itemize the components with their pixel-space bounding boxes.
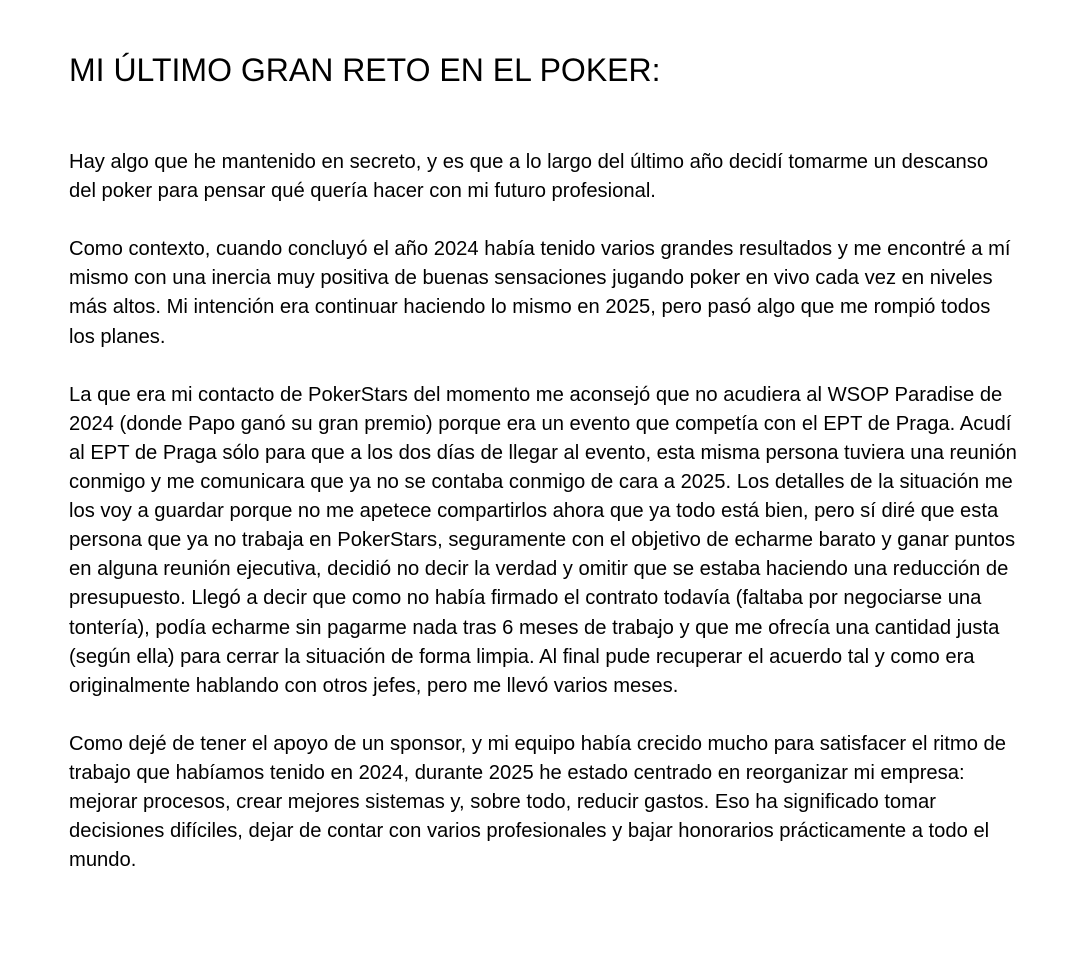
paragraph-3: La que era mi contacto de PokerStars del momento me aconsejó que no acudiera al WSOP Paradise de 2024 (donde Papo ganó su gran premio) porque era un evento que competía con el EPT de Praga. Acudí al EPT de Praga sólo para que a los dos días de llegar al evento, esta misma persona tuviera una reunión conmigo y me comunicara que ya no se contaba conmigo de cara a 2025. Los detalles de la situación me los voy a guardar porque no me apetece compartirlos ahora que ya todo está bien, pero sí diré que esta persona que ya no trabaja en PokerStars, seguramente con el objetivo de echarme barato y ganar puntos en alguna reunión ejecutiva, decidió no decir la verdad y omitir que se estaba haciendo una reducción de presupuesto. Llegó a decir que como no había firmado el contrato todavía (faltaba por negociarse una tontería), podía echarme sin pagarme nada tras 6 meses de trabajo y que me ofrecía una cantidad justa (según ella) para cerrar la situación de forma limpia. Al final pude recuperar el acuerdo tal y como era originalmente hablando con otros jefes, pero me llevó varios meses. — [69, 383, 1017, 697]
document-body — [69, 50, 1019, 904]
paragraph-1: Hay algo que he mantenido en secreto, y es que a lo largo del último año decidí tomarme un descanso del poker para pensar qué quería hacer con mi futuro profesional. — [69, 151, 989, 203]
paragraph-2: Como contexto, cuando concluyó el año 2024 había tenido varios grandes resultados y me encontré a mí mismo con una inercia muy positiva de buenas sensaciones jugando poker en vivo cada vez en niveles más altos. Mi intención era continuar haciendo lo mismo en 2025, pero pasó algo que me rompió todos los planes. — [69, 238, 1011, 348]
document-title: MI ÚLTIMO GRAN RETO EN EL POKER: — [69, 52, 661, 88]
paragraph-4: Como dejé de tener el apoyo de un sponsor, y mi equipo había crecido mucho para satisfacer el ritmo de trabajo que habíamos tenido en 2024, durante 2025 he estado centrado en reorganizar mi empresa: mejorar procesos, crear mejores sistemas y, sobre todo, reducir gastos. Eso ha significado tomar decisiones difíciles, dejar de contar con varios profesionales y bajar honorarios prácticamente a todo el mundo. — [69, 732, 1007, 872]
